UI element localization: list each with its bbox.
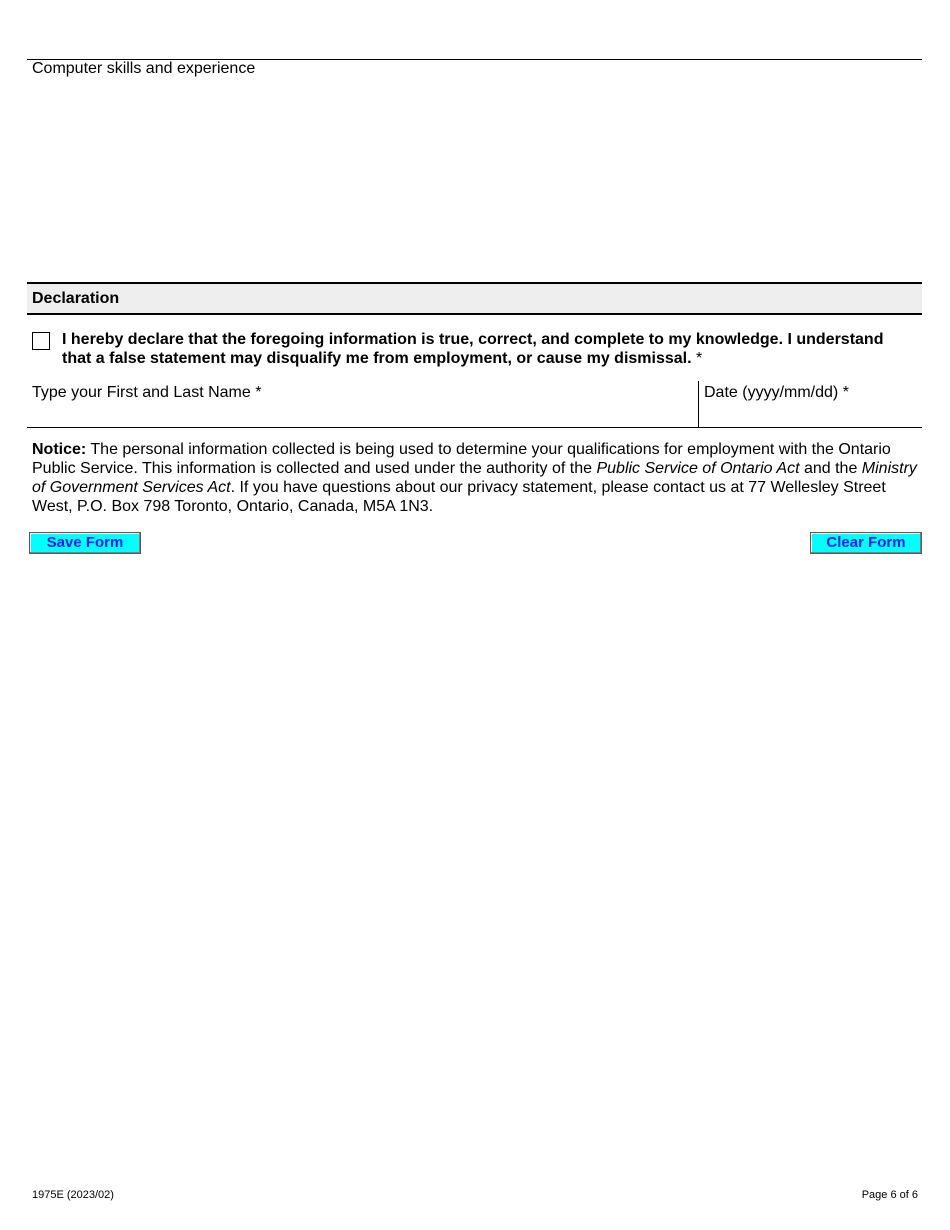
- notice-act-1: Public Service of Ontario Act: [596, 460, 800, 477]
- fields-bottom-divider: [27, 427, 922, 428]
- computer-skills-textarea[interactable]: [27, 80, 922, 280]
- declaration-header: [27, 282, 922, 315]
- declaration-title: Declaration: [32, 290, 120, 307]
- date-field[interactable]: [698, 381, 922, 427]
- clear-form-button[interactable]: Clear Form: [810, 532, 922, 554]
- declaration-statement: [62, 330, 912, 368]
- computer-skills-label: Computer skills and experience: [32, 60, 256, 77]
- notice-text-2: and the: [799, 460, 862, 477]
- required-marker: *: [691, 350, 703, 367]
- notice-text-3: . If you have questions about our privacy statement, please contact us at 77 Wellesley Street West, P.O. Box 798 Toronto, Ontario, Canada, M5A 1N3.: [32, 479, 886, 515]
- date-label: Date (yyyy/mm/dd) *: [704, 384, 849, 401]
- page-number: Page 6 of 6: [861, 1189, 918, 1201]
- privacy-notice: [32, 440, 917, 516]
- full-name-field[interactable]: [27, 381, 698, 427]
- declaration-statement-text: I hereby declare that the foregoing information is true, correct, and complete to my knowledge. I understand that a false statement may disqualify me from employment, or cause my dismissal.: [62, 331, 884, 367]
- full-name-label: Type your First and Last Name *: [32, 384, 262, 401]
- notice-act-2: Ministry of Government Services Act: [32, 460, 917, 496]
- form-id: 1975E (2023/02): [32, 1189, 114, 1201]
- notice-heading: Notice:: [32, 441, 87, 458]
- declaration-checkbox[interactable]: [32, 332, 50, 350]
- notice-text-1: The personal information collected is being used to determine your qualifications for employment with the Ontario Public Service. This information is collected and used under the authority of the: [32, 441, 891, 477]
- save-form-button[interactable]: Save Form: [29, 532, 141, 554]
